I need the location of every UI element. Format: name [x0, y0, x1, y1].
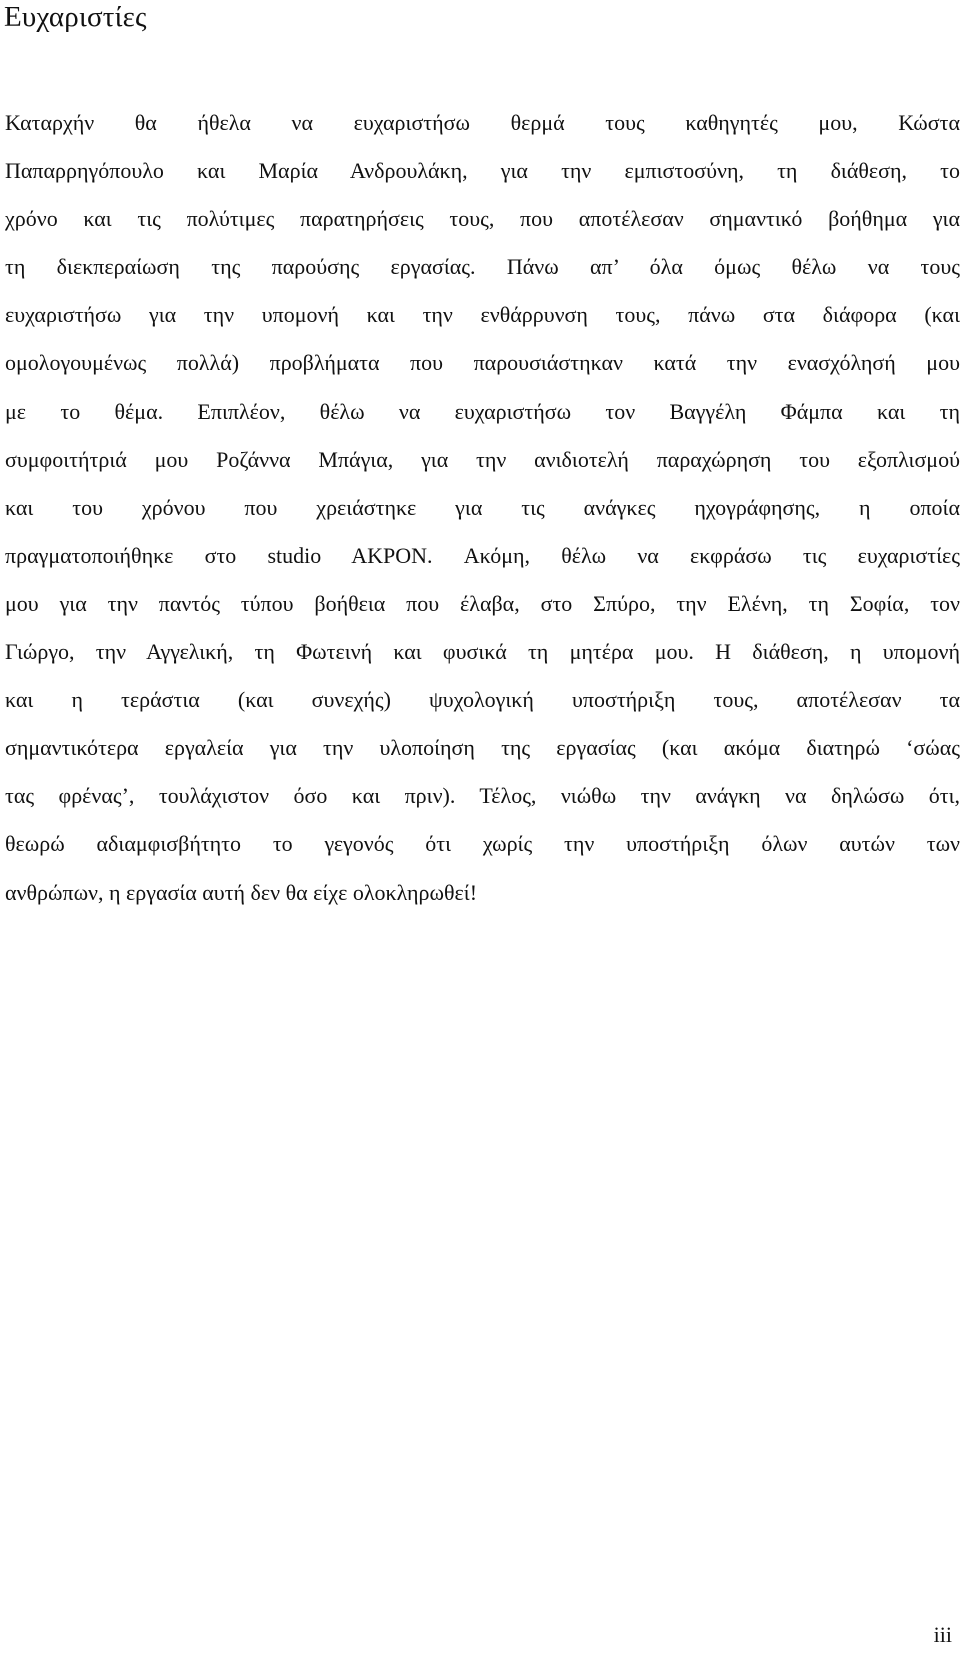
paragraph-line: ευχαριστήσω για την υπομονή και την ενθάρρυνση τους, πάνω στα διάφορα (και	[5, 302, 960, 328]
paragraph-line: και η τεράστια (και συνεχής) ψυχολογική υποστήριξη τους, αποτέλεσαν τα	[5, 687, 960, 713]
acknowledgements-paragraph	[5, 99, 960, 917]
paragraph-line: Παπαρρηγόπουλο και Μαρία Ανδρουλάκη, για την εμπιστοσύνη, τη διάθεση, το	[5, 158, 960, 184]
page-number: iii	[933, 1622, 952, 1647]
paragraph-line: τη διεκπεραίωση της παρούσης εργασίας. Πάνω απ’ όλα όμως θέλω να τους	[5, 254, 960, 280]
paragraph-line: συμφοιτήτριά μου Ροζάννα Μπάγια, για την ανιδιοτελή παραχώρηση του εξοπλισμού	[5, 446, 960, 472]
paragraph-line: και του χρόνου που χρειάστηκε για τις ανάγκες ηχογράφησης, η οποία	[5, 494, 960, 520]
paragraph-line: θεωρώ αδιαμφισβήτητο το γεγονός ότι χωρίς την υποστήριξη όλων αυτών των	[5, 831, 960, 857]
paragraph-line: πραγματοποιήθηκε στο studio AKPON. Ακόμη, θέλω να εκφράσω τις ευχαριστίες	[5, 542, 960, 568]
paragraph-line: Καταρχήν θα ήθελα να ευχαριστήσω θερμά τους καθηγητές μου, Κώστα	[5, 110, 960, 135]
page-title: Ευχαριστίες	[4, 1, 147, 33]
paragraph-line: με το θέμα. Επιπλέον, θέλω να ευχαριστήσω τον Βαγγέλη Φάμπα και τη	[5, 398, 960, 424]
paragraph-line: ομολογουμένως πολλά) προβλήματα που παρουσιάστηκαν κατά την ενασχόλησή μου	[5, 350, 960, 376]
paragraph-line: σημαντικότερα εργαλεία για την υλοποίηση της εργασίας (και ακόμα διατηρώ ‘σώας	[5, 735, 960, 761]
paragraph-line: τας φρένας’, τουλάχιστον όσο και πριν). Τέλος, νιώθω την ανάγκη να δηλώσω ότι,	[5, 783, 960, 809]
paragraph-line: Γιώργο, την Αγγελική, τη Φωτεινή και φυσικά τη μητέρα μου. Η διάθεση, η υπομονή	[5, 639, 960, 665]
paragraph-line: μου για την παντός τύπου βοήθεια που έλαβα, στο Σπύρο, την Ελένη, τη Σοφία, τον	[5, 590, 960, 616]
paragraph-last-line: ανθρώπων, η εργασία αυτή δεν θα είχε ολοκληρωθεί!	[5, 879, 478, 905]
paragraph-line: χρόνο και τις πολύτιμες παρατηρήσεις τους, που αποτέλεσαν σημαντικό βοήθημα για	[5, 206, 960, 232]
